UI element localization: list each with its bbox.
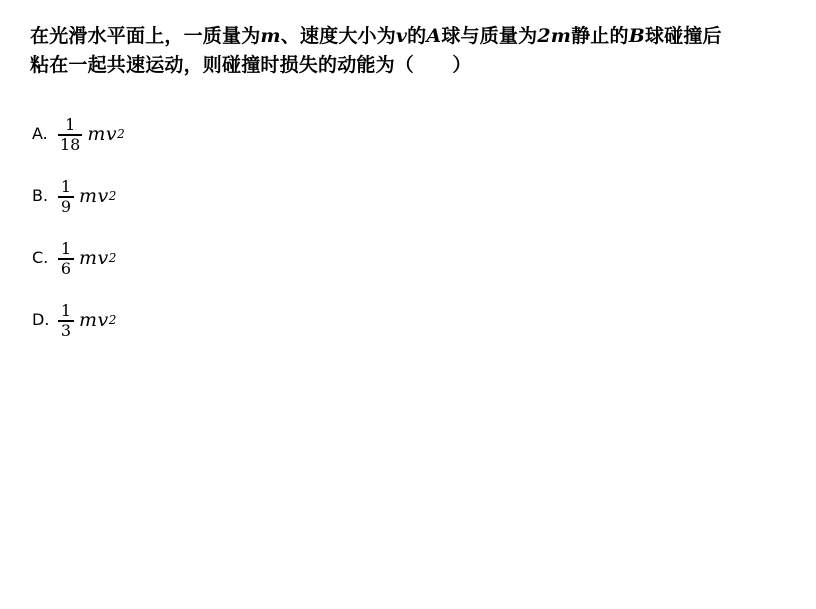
options-list bbox=[30, 103, 786, 351]
stem-var-m2: 2m bbox=[537, 25, 572, 47]
option-c-label: C. bbox=[32, 248, 49, 268]
fraction-numerator: 1 bbox=[65, 115, 76, 135]
option-a-formula bbox=[58, 115, 125, 154]
stem-text-3: 的 bbox=[407, 25, 427, 47]
stem-var-v: v bbox=[395, 25, 408, 47]
option-c[interactable] bbox=[30, 227, 786, 289]
option-d-formula bbox=[58, 301, 117, 340]
exponent: 2 bbox=[108, 312, 117, 327]
stem-text-2: 、速度大小为 bbox=[280, 25, 396, 47]
stem-text-6: 球碰撞后粘在一起共速运动，则碰撞时损失的动能为（ ） bbox=[30, 25, 722, 77]
fraction bbox=[58, 117, 82, 152]
option-b-label: B. bbox=[32, 186, 49, 206]
option-a[interactable] bbox=[30, 103, 786, 165]
stem-var-a: A bbox=[426, 25, 442, 47]
fraction-numerator: 1 bbox=[60, 301, 72, 321]
option-b[interactable] bbox=[30, 165, 786, 227]
fraction-numerator: 1 bbox=[60, 177, 72, 197]
question-stem bbox=[30, 22, 730, 81]
option-d[interactable] bbox=[30, 289, 786, 351]
exponent: 2 bbox=[117, 126, 125, 141]
exponent: 2 bbox=[108, 188, 117, 203]
expression: mv bbox=[87, 122, 118, 145]
fraction-denominator: 18 bbox=[60, 134, 81, 154]
stem-text-4: 球与质量为 bbox=[441, 25, 538, 47]
exponent: 2 bbox=[108, 250, 117, 265]
expression: mv bbox=[79, 308, 109, 331]
fraction-denominator: 6 bbox=[60, 258, 72, 278]
fraction bbox=[58, 303, 74, 338]
fraction-denominator: 3 bbox=[60, 320, 72, 340]
stem-text-1: 在光滑水平面上，一质量为 bbox=[30, 25, 261, 47]
fraction-numerator: 1 bbox=[60, 239, 72, 259]
option-d-label: D. bbox=[32, 310, 50, 330]
fraction-denominator: 9 bbox=[60, 196, 72, 216]
stem-var-m1: m bbox=[260, 25, 281, 47]
option-b-formula bbox=[58, 177, 117, 216]
fraction bbox=[58, 241, 74, 276]
stem-var-b: B bbox=[628, 25, 645, 47]
option-a-label: A. bbox=[32, 124, 48, 144]
expression: mv bbox=[79, 246, 109, 269]
expression: mv bbox=[79, 184, 109, 207]
stem-text-5: 静止的 bbox=[571, 25, 629, 47]
option-c-formula bbox=[58, 239, 117, 278]
fraction bbox=[58, 179, 74, 214]
